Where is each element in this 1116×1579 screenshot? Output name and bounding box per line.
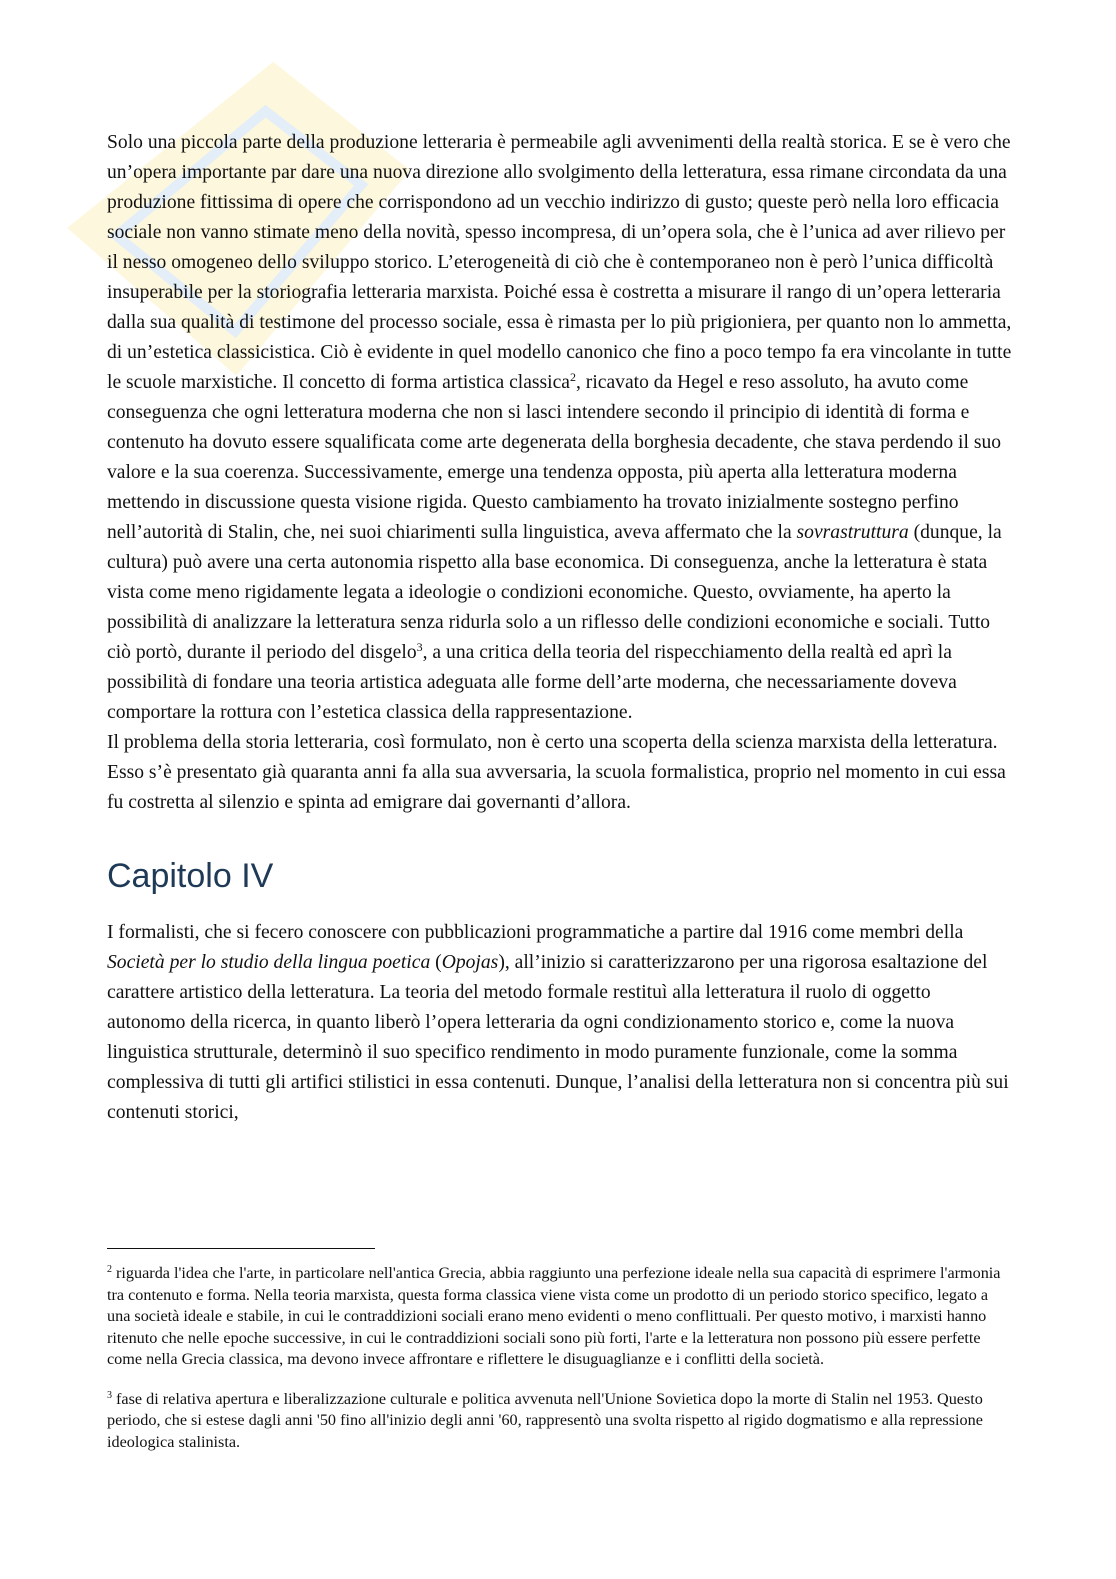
footnote-ref-3[interactable]: 3 — [416, 640, 423, 654]
paragraph-2: Il problema della storia letteraria, così formulato, non è certo una scoperta della scienza marxista della letteratura. Esso s’è presentato già quaranta anni fa alla sua avversaria, la scuola formalistica, proprio nel momento in cui essa fu costretta al silenzio e spinta ad emigrare dai governanti d’allora. — [107, 732, 1006, 813]
footnote-separator — [107, 1248, 375, 1249]
footnotes — [107, 1263, 1012, 1471]
footnote-ref-2[interactable]: 2 — [570, 370, 576, 384]
chapter-title: Capitolo IV — [107, 857, 274, 895]
paragraph-1: Solo una piccola parte della produzione letteraria è permeabile agli avvenimenti della realtà storica. E se è vero che un’opera importante par dare una nuova direzione allo svolgimento della letteratura, essa rimane circondata da una produzione fittissima di opere che corrispondono ad un vecchio indirizzo di gusto; queste però nella loro efficacia sociale non vanno stimate meno della novità, spesso incompresa, di un’opera sola, che è l’unica ad aver rilievo per il nesso omogeneo dello sviluppo storico. L’eterogeneità di ciò che è contemporaneo non è però l’unica difficoltà insuperabile per la storiografia letteraria marxista. Poiché essa è costretta a misurare il rango di un’opera letteraria dalla sua qualità di testimone del processo sociale, essa è rimasta per lo più prigioniera, per quanto non lo ammetta, di un’estetica classicistica. Ciò è evidente in quel modello canonico che fino a poco tempo fa era vincolante in tutte le scuole marxistiche. Il concetto di forma artistica classica$^2$, ricavato da Hegel e reso assoluto, ha avuto come conseguenza che ogni letteratura moderna che non si lasci intendere secondo il principio di identità di forma e contenuto ha dovuto essere squalificata come arte degenerata della borghesia decadente, che stava perdendo il suo valore e la sua coerenza. Successivamente, emerge una tendenza opposta, più aperta alla letteratura moderna mettendo in discussione questa visione rigida. Questo cambiamento ha trovato inizialmente sostegno perfino nell’autorità di Stalin, che, nei suoi chiarimenti sulla linguistica, aveva affermato che la sovrastruttura (dunque, la cultura) può avere una certa autonomia rispetto alla base economica. Di conseguenza, anche la letteratura è stata vista come meno rigidamente legata a ideologie o condizioni economiche. Questo, ovviamente, ha aperto la possibilità di analizzare la letteratura senza ridurla solo a un riflesso delle condizioni economiche e sociali. Tutto ciò portò, durante il periodo del disgelo$^3$, a una critica della teoria del rispecchiamento della realtà ed aprì la possibilità di fondare una teoria artistica adeguata alle forme dell’arte moderna, che necessariamente doveva comportare la rottura con l’estetica classica della rappresentazione. — [107, 132, 1012, 723]
footnote-2: $^2$ riguarda l'idea che l'arte, in particolare nell'antica Grecia, abbia raggiunto una perfezione ideale nella sua capacità di esprimere l'armonia tra contenuto e forma. Nella teoria marxista, questa forma classica viene vista come un prodotto di un periodo storico specifico, legato a una società ideale e stabile, in cui le contraddizioni sociali erano meno evidenti o meno conflittuali. Per questo motivo, i marxisti hanno ritenuto che nelle epoche successive, in cui le contraddizioni sociali sono più forti, l'arte e la letteratura non possono più essere perfette come nella Grecia classica, ma devono invece affrontare e riflettere le disuguaglianze e i conflitti della società. — [107, 1264, 1001, 1368]
paragraph-3: I formalisti, che si fecero conoscere con pubblicazioni programmatiche a partire dal 1916 come membri della Società per lo studio della lingua poetica (Opojas), all’inizio si caratterizzarono per una rigorosa esaltazione del carattere artistico della letteratura. La teoria del metodo formale restituì alla letteratura il ruolo di oggetto autonomo della ricerca, in quanto liberò l’opera letteraria da ogni condizionamento storico e, come la nuova linguistica strutturale, determinò il suo specifico rendimento in modo puramente funzionale, come la somma complessiva di tutti gli artifici stilistici in essa contenuti. Dunque, l’analisi della letteratura non si concentra più sui contenuti storici, — [107, 922, 1009, 1123]
document-body — [107, 128, 1012, 1128]
footnote-3: $^3$ fase di relativa apertura e liberalizzazione culturale e politica avvenuta nell'Unione Sovietica dopo la morte di Stalin nel 1953. Questo periodo, che si estese dagli anni '50 fino all'inizio degli anni '60, rappresentò una svolta rispetto al rigido dogmatismo e alla repressione ideologica stalinista. — [107, 1389, 983, 1451]
